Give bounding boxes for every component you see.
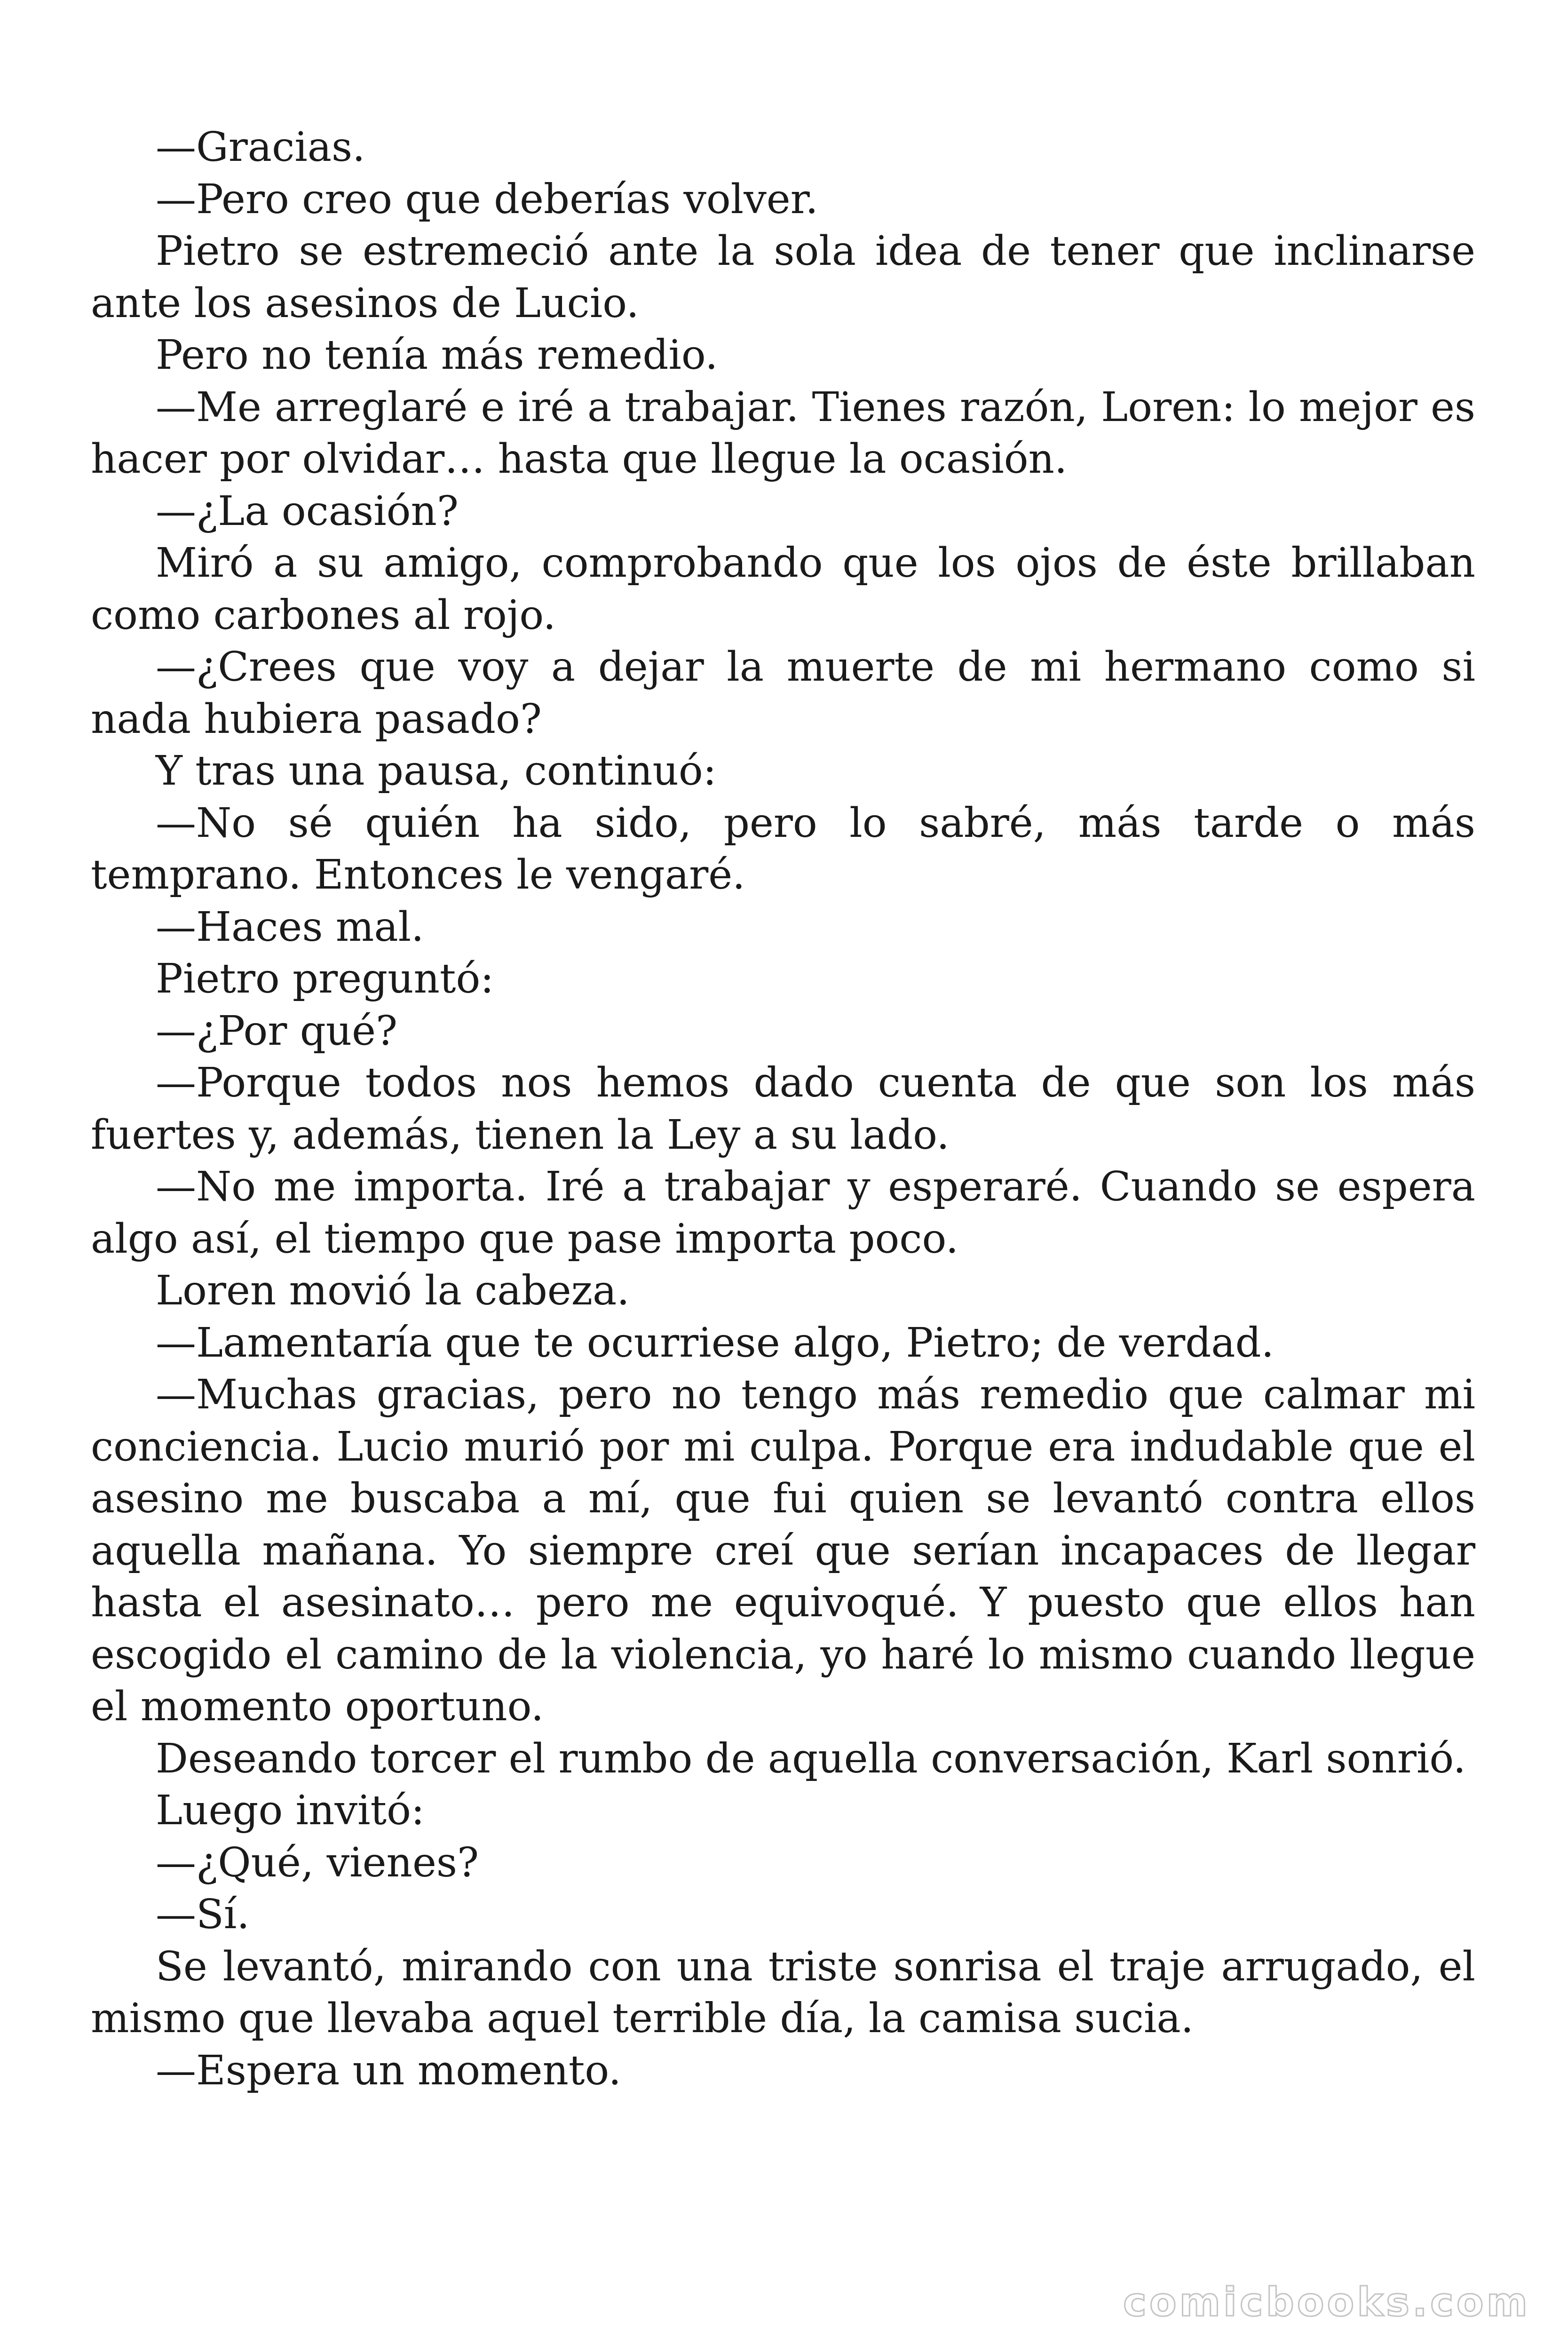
paragraph: —Lamentaría que te ocurriese algo, Pietro; de verdad. [156,1319,1274,1367]
paragraph: —Porque todos nos hemos dado cuenta de que son los más fuertes y, además, tienen la Ley a su lado. [91,1059,1475,1159]
paragraph: —Gracias. [156,124,365,171]
paragraph: Loren movió la cabeza. [156,1267,630,1314]
page-body [91,121,1475,2097]
paragraph: —Pero creo que deberías volver. [156,175,818,223]
paragraph: —Muchas gracias, pero no tengo más remedio que calmar mi conciencia. Lucio murió por mi culpa. Porque era indudable que el asesino me buscaba a mí, que fui quien se levantó contra ellos aquella mañana. Yo siempre creí que serían incapaces de llegar hasta el asesinato… pero me equivoqué. Y puesto que ellos han escogido el camino de la violencia, yo haré lo mismo cuando llegue el momento oportuno. [91,1371,1475,1730]
paragraph: —No sé quién ha sido, pero lo sabré, más tarde o más temprano. Entonces le vengaré. [91,799,1475,898]
paragraph: —¿La ocasión? [156,487,459,535]
paragraph: Deseando torcer el rumbo de aquella conversación, Karl sonrió. [156,1735,1466,1782]
paragraph: —Me arreglaré e iré a trabajar. Tienes razón, Loren: lo mejor es hacer por olvidar… hasta que llegue la ocasión. [91,383,1475,483]
paragraph: Se levantó, mirando con una triste sonrisa el traje arrugado, el mismo que llevaba aquel terrible día, la camisa sucia. [91,1943,1475,2042]
paragraph: Luego invitó: [156,1787,425,1834]
paragraph: —¿Qué, vienes? [156,1839,479,1886]
paragraph: —Haces mal. [156,903,424,951]
paragraph: Pietro preguntó: [156,955,494,1002]
watermark: comicbooks.com [1123,2279,1530,2325]
paragraph: —¿Crees que voy a dejar la muerte de mi hermano como si nada hubiera pasado? [91,644,1475,743]
paragraph: —Sí. [156,1891,250,1938]
paragraph: Miró a su amigo, comprobando que los ojos de éste brillaban como carbones al rojo. [91,540,1475,639]
paragraph: Pero no tenía más remedio. [156,332,718,379]
paragraph: —¿Por qué? [156,1007,398,1055]
paragraph: Y tras una pausa, continuó: [156,747,717,795]
paragraph: Pietro se estremeció ante la sola idea de tener que inclinarse ante los asesinos de Lucio. [91,228,1475,327]
paragraph: —No me importa. Iré a trabajar y esperaré. Cuando se espera algo así, el tiempo que pase importa poco. [91,1163,1475,1263]
paragraph: —Espera un momento. [156,2047,622,2094]
